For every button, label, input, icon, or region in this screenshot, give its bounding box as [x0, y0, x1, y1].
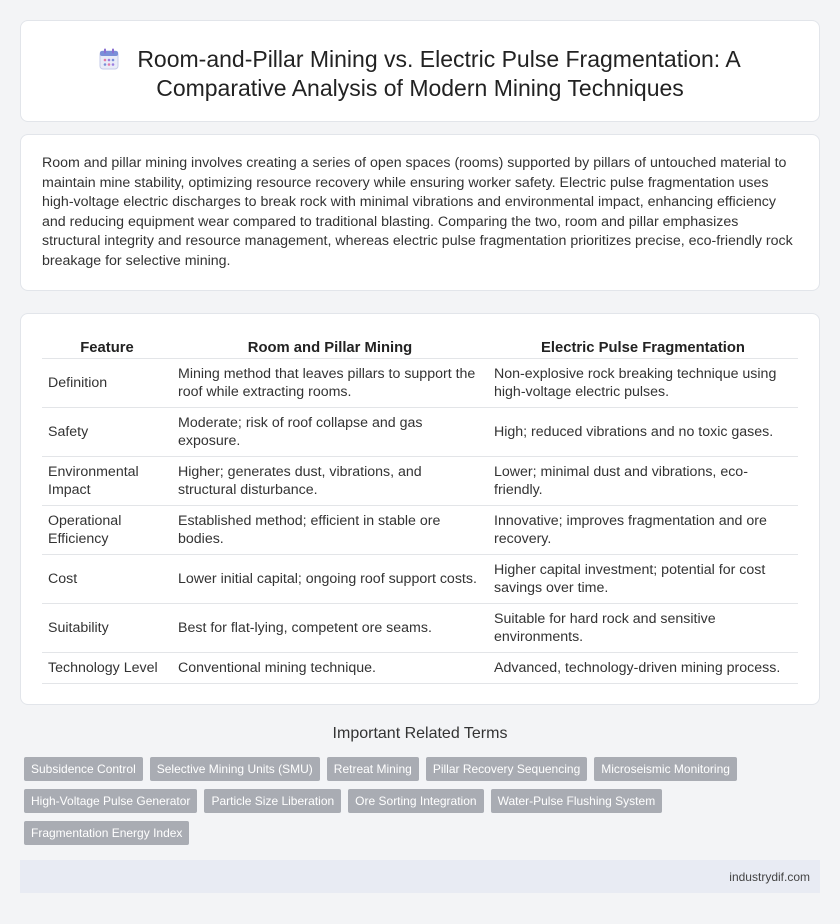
feature-cell: Environmental Impact	[42, 456, 172, 505]
room-pillar-cell: Mining method that leaves pillars to support the roof while extracting rooms.	[172, 358, 488, 407]
feature-cell: Cost	[42, 554, 172, 603]
room-pillar-cell: Established method; efficient in stable ore bodies.	[172, 505, 488, 554]
room-pillar-cell: Moderate; risk of roof collapse and gas exposure.	[172, 407, 488, 456]
title-line-2: Comparative Analysis of Modern Mining Techniques	[156, 75, 684, 101]
table-row	[42, 505, 798, 554]
page-title	[21, 45, 819, 103]
comparison-card	[20, 313, 820, 705]
related-terms-title: Important Related Terms	[332, 725, 508, 742]
electric-pulse-cell: Innovative; improves fragmentation and ore recovery.	[488, 505, 798, 554]
feature-cell: Definition	[42, 358, 172, 407]
table-row	[42, 652, 798, 683]
room-pillar-cell: Conventional mining technique.	[172, 652, 488, 683]
electric-pulse-cell: Lower; minimal dust and vibrations, eco-friendly.	[488, 456, 798, 505]
related-term-tag[interactable]: Fragmentation Energy Index	[24, 821, 189, 845]
related-term-tag[interactable]: Selective Mining Units (SMU)	[150, 757, 320, 781]
title-card	[20, 20, 820, 122]
electric-pulse-cell: Advanced, technology-driven mining process.	[488, 652, 798, 683]
header-electric-pulse: Electric Pulse Fragmentation	[488, 334, 798, 358]
feature-cell: Technology Level	[42, 652, 172, 683]
related-terms-list	[24, 757, 784, 845]
calendar-icon	[99, 48, 119, 70]
table-row	[42, 407, 798, 456]
related-term-tag[interactable]: Water-Pulse Flushing System	[491, 789, 663, 813]
feature-cell: Suitability	[42, 603, 172, 652]
related-term-tag[interactable]: Retreat Mining	[327, 757, 419, 781]
related-term-tag[interactable]: Subsidence Control	[24, 757, 143, 781]
feature-cell: Operational Efficiency	[42, 505, 172, 554]
intro-paragraph: Room and pillar mining involves creating a series of open spaces (rooms) supported by pillars of untouched material to maintain mine stability, optimizing resource recovery while ensuring worker safety. Electric pulse fragmentation uses high-voltage electric discharges to break rock with minimal vibrations and environmental impact, enhancing efficiency and reducing equipment wear compared to traditional blasting. Comparing the two, room and pillar emphasizes structural integrity and resource management, whereas electric pulse fragmentation prioritizes precise, eco-friendly rock breakage for selective mining.	[42, 155, 793, 269]
room-pillar-cell: Higher; generates dust, vibrations, and structural disturbance.	[172, 456, 488, 505]
table-header-row	[42, 334, 798, 358]
comparison-table	[42, 334, 798, 684]
table-row	[42, 456, 798, 505]
related-term-tag[interactable]: Ore Sorting Integration	[348, 789, 483, 813]
related-term-tag[interactable]: Microseismic Monitoring	[594, 757, 737, 781]
header-room-and-pillar: Room and Pillar Mining	[172, 334, 488, 358]
table-row	[42, 554, 798, 603]
footer-site-link[interactable]: industrydif.com	[729, 870, 810, 884]
header-feature: Feature	[42, 334, 172, 358]
related-term-tag[interactable]: High-Voltage Pulse Generator	[24, 789, 197, 813]
electric-pulse-cell: Non-explosive rock breaking technique using high-voltage electric pulses.	[488, 358, 798, 407]
intro-card	[20, 134, 820, 291]
electric-pulse-cell: High; reduced vibrations and no toxic gases.	[488, 407, 798, 456]
electric-pulse-cell: Suitable for hard rock and sensitive environments.	[488, 603, 798, 652]
table-row	[42, 358, 798, 407]
footer	[20, 860, 820, 893]
related-term-tag[interactable]: Particle Size Liberation	[204, 789, 341, 813]
electric-pulse-cell: Higher capital investment; potential for cost savings over time.	[488, 554, 798, 603]
room-pillar-cell: Best for flat-lying, competent ore seams.	[172, 603, 488, 652]
related-term-tag[interactable]: Pillar Recovery Sequencing	[426, 757, 587, 781]
feature-cell: Safety	[42, 407, 172, 456]
room-pillar-cell: Lower initial capital; ongoing roof support costs.	[172, 554, 488, 603]
title-line-1: Room-and-Pillar Mining vs. Electric Pulse Fragmentation: A	[137, 46, 741, 72]
table-row	[42, 603, 798, 652]
